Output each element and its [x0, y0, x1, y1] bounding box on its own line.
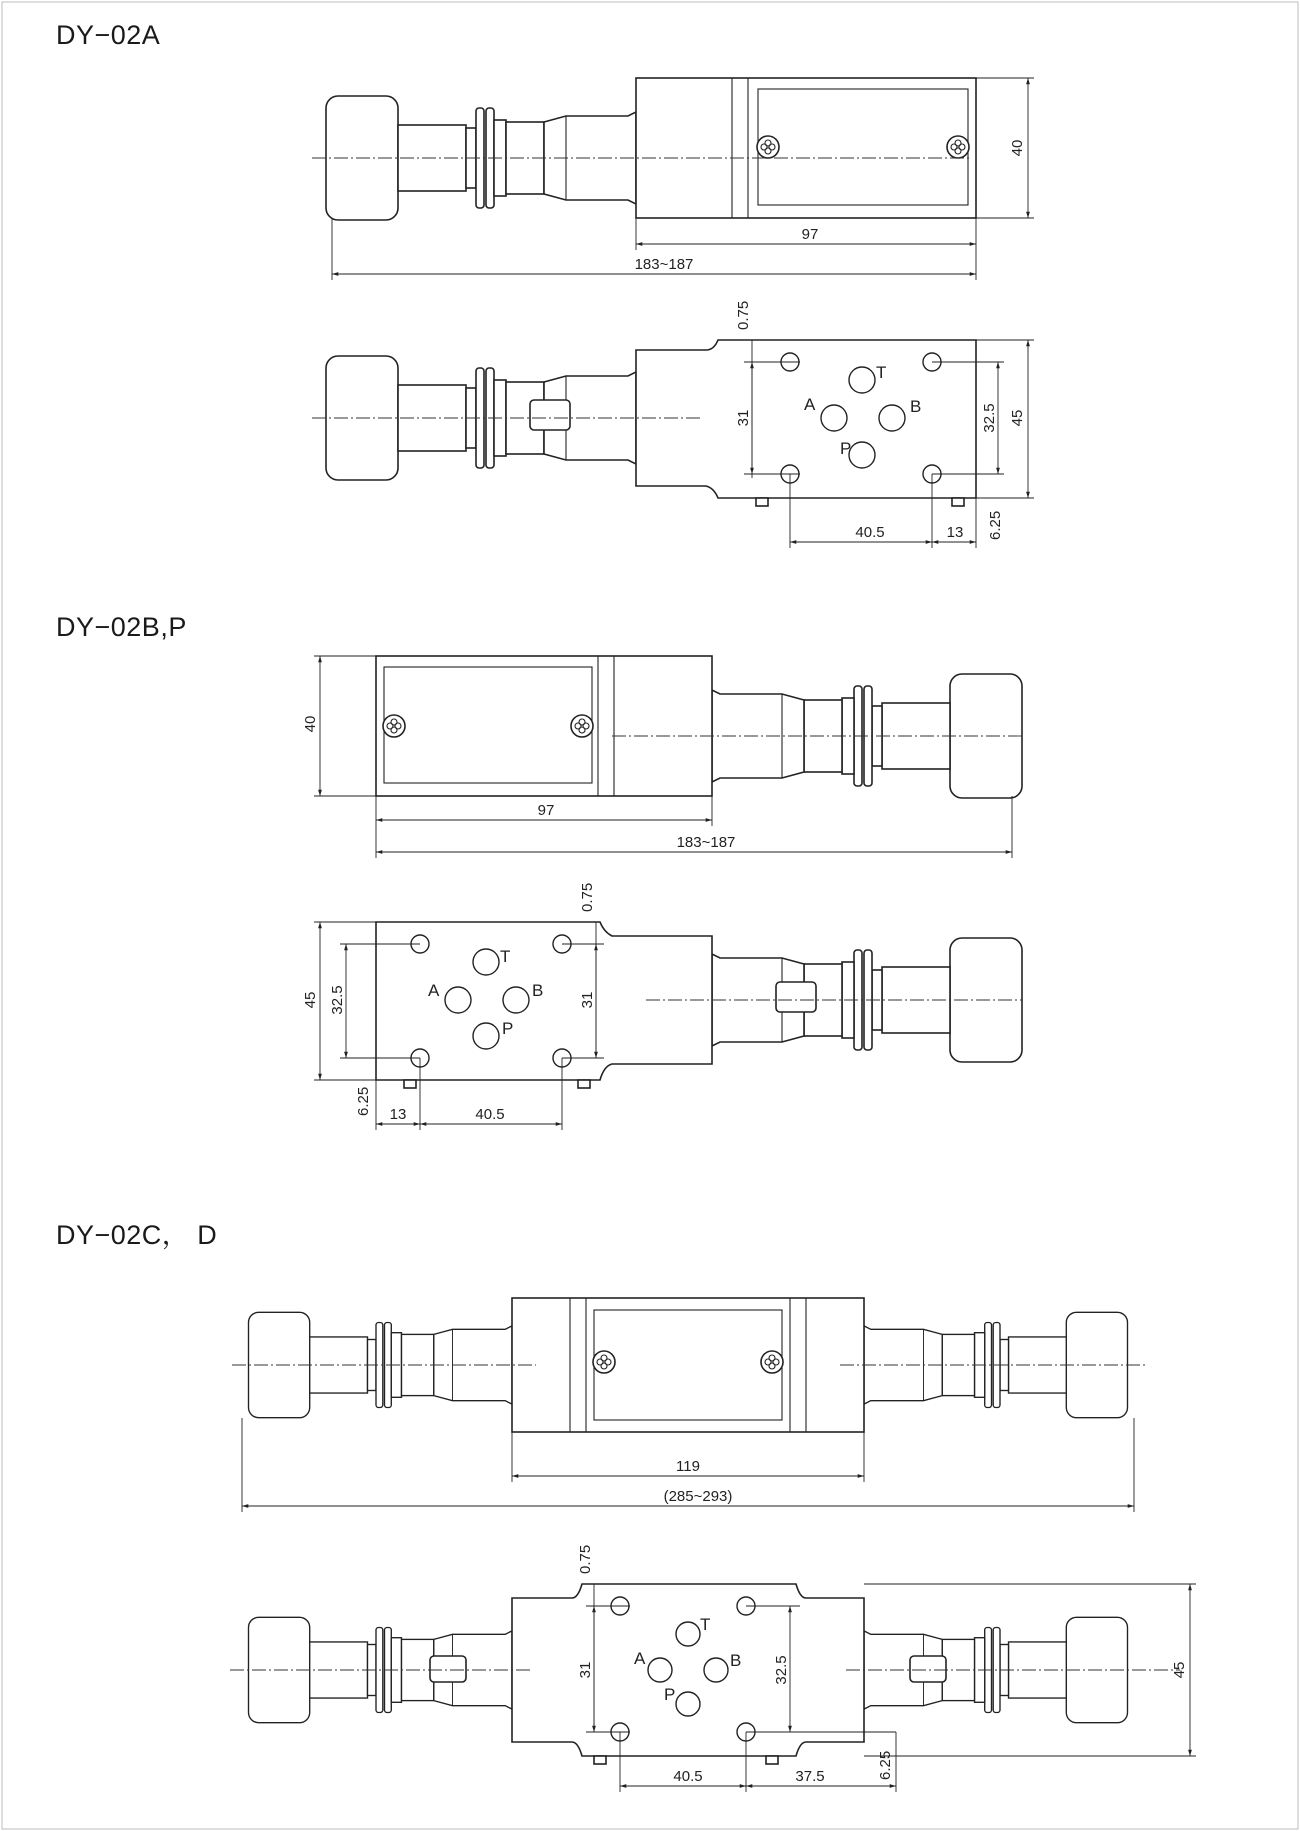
dim-top-offset: 0.75	[735, 300, 752, 330]
dim-x1: 40.5	[855, 524, 885, 541]
port-b	[879, 405, 905, 431]
dim-body-length: 97	[801, 226, 819, 243]
model-title-dy02a: DY−02A	[56, 20, 161, 50]
dim-bottom-offset: 6.25	[877, 1750, 894, 1780]
port-label-p: P	[664, 1685, 676, 1704]
dim-top-offset: 0.75	[577, 1544, 594, 1574]
screw-icon	[947, 136, 969, 158]
dim-hole-span: 31	[735, 409, 752, 427]
dim-x2: 13	[389, 1106, 407, 1123]
port-label-a: A	[804, 395, 816, 414]
dim-bottom-offset: 6.25	[355, 1086, 372, 1116]
port-label-b: B	[910, 397, 922, 416]
dim-inner: 32.5	[773, 1655, 790, 1685]
port-label-t: T	[700, 1615, 711, 1634]
port-label-b: B	[730, 1651, 742, 1670]
model-title-dy02bp: DY−02B,P	[56, 612, 187, 642]
dim-overall-length: 183~187	[676, 834, 736, 851]
port-label-p: P	[502, 1019, 514, 1038]
dim-inner: 32.5	[329, 985, 346, 1015]
port-label-t: T	[876, 363, 887, 382]
dim-overall-length: 183~187	[634, 256, 694, 273]
port-label-p: P	[840, 439, 852, 458]
port-label-a: A	[428, 981, 440, 1000]
dim-body-length: 119	[676, 1458, 700, 1475]
screw-icon	[593, 1351, 615, 1373]
plate-view-dy02bp	[302, 883, 1022, 1130]
dim-outer: 45	[1171, 1661, 1188, 1679]
dim-outer: 45	[1009, 409, 1026, 427]
plate-view-dy02a	[312, 301, 1034, 548]
plate-view-dy02cd	[230, 1545, 1196, 1792]
screw-icon	[757, 136, 779, 158]
dim-hole-span: 31	[579, 991, 596, 1009]
port-label-b: B	[532, 981, 544, 1000]
model-title-dy02cd: DY−02C， D	[56, 1220, 218, 1250]
port-t	[849, 367, 875, 393]
dim-x1: 40.5	[475, 1106, 505, 1123]
sheet-border	[2, 2, 1298, 1829]
port-p	[849, 442, 875, 468]
port-label-t: T	[500, 947, 511, 966]
screw-icon	[383, 715, 405, 737]
dim-x1: 40.5	[673, 1768, 703, 1785]
port-label-a: A	[634, 1649, 646, 1668]
port-a	[821, 405, 847, 431]
dim-x2: 13	[946, 524, 964, 541]
dim-outer: 45	[302, 991, 319, 1009]
screw-icon	[761, 1351, 783, 1373]
dim-bottom-offset: 6.25	[987, 510, 1004, 540]
dim-body-length: 97	[537, 802, 555, 819]
dim-inner: 32.5	[981, 403, 998, 433]
dim-x2: 37.5	[795, 1768, 825, 1785]
dim-height: 40	[1009, 139, 1026, 157]
screw-icon	[571, 715, 593, 737]
dim-overall-length: (285~293)	[663, 1488, 733, 1505]
dim-top-offset: 0.75	[579, 882, 596, 912]
dim-hole-span: 31	[577, 1661, 594, 1679]
side-view-dy02cd	[232, 1298, 1146, 1512]
dim-height: 40	[302, 715, 319, 733]
side-view-dy02a	[312, 78, 1034, 280]
side-view-dy02bp	[302, 656, 1022, 858]
